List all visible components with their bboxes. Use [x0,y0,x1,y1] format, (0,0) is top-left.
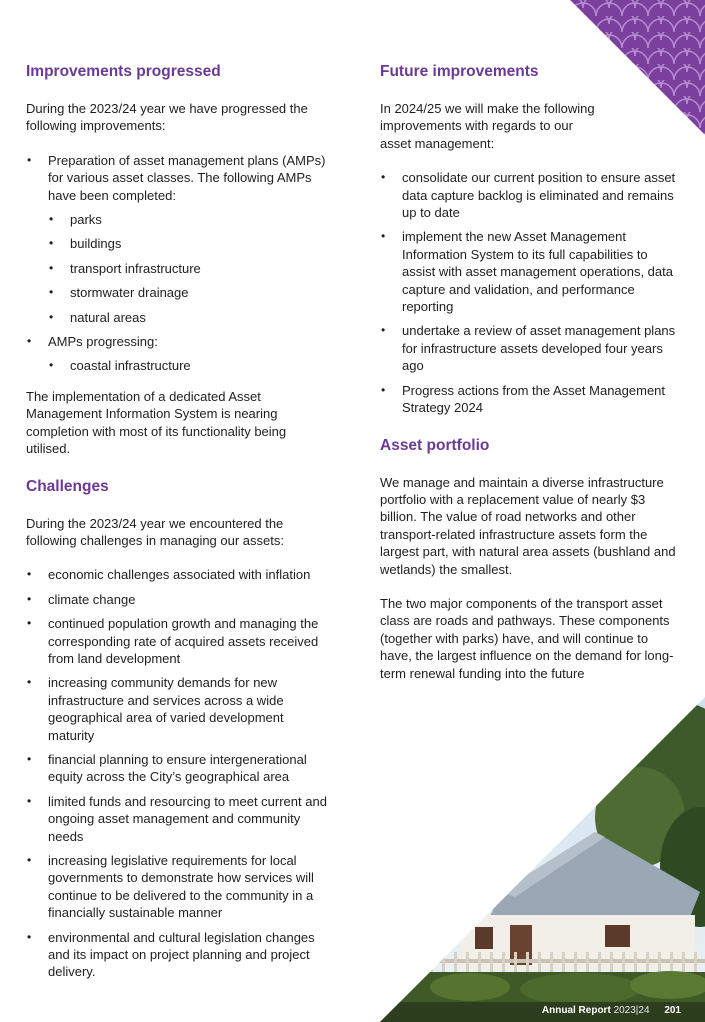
list-item: • coastal infrastructure [48,357,331,374]
list-item: • climate change [26,591,331,608]
improvements-outro: The implementation of a dedicated Asset Management Information System is nearing completion with most of its functionality being utilised. [26,388,287,457]
list-item: • limited funds and resourcing to meet current and ongoing asset management and community needs [26,793,331,845]
challenges-list [26,566,331,981]
page-footer [542,1005,681,1017]
challenges-heading: Challenges [26,477,109,495]
future-list [380,169,680,416]
list-item: • environmental and cultural legislation changes and its impact on project planning and project delivery. [26,929,331,981]
list-item: • consolidate our current position to ensure asset data capture backlog is eliminated and remains up to date [380,169,680,221]
list-item: • Progress actions from the Asset Management Strategy 2024 [380,382,680,417]
right-column [380,62,680,682]
page-number: 201 [664,1005,681,1016]
corner-photo-cottage [380,697,705,1022]
list-item: • transport infrastructure [48,260,331,277]
list-item: • increasing community demands for new infrastructure and services across a wide geographical area of varied development maturity [26,674,331,744]
list-item: • increasing legislative requirements for local governments to demonstrate how services will continue to be delivered to the community in a financially sustainable manner [26,852,331,922]
list-item: • parks [48,211,331,228]
list-item-text: AMPs progressing: [48,334,158,350]
list-item [26,333,331,375]
portfolio-paragraph-2: The two major components of the transport asset class are roads and pathways. These components (together with parks) have, and will continue to have, the largest influence on the demand for long-term renewal funding into the future [380,595,674,681]
list-item-text: Preparation of asset management plans (AMPs) for various asset classes. The following AMPs have been completed: [48,152,326,203]
list-item: • undertake a review of asset management plans for infrastructure assets developed four years ago [380,322,680,374]
improvements-intro: During the 2023/24 year we have progressed the following improvements: [26,101,308,134]
improvements-heading: Improvements progressed [26,63,221,80]
progressing-amps-list [48,357,331,374]
improvements-list [26,152,331,375]
list-item: • natural areas [48,309,331,326]
list-item: • financial planning to ensure intergenerational equity across the City’s geographical area [26,751,331,786]
list-item: • buildings [48,235,331,252]
list-item: • continued population growth and managing the corresponding rate of acquired assets received from land development [26,615,331,667]
footer-report-label: Annual Report [541,1005,611,1016]
list-item: • economic challenges associated with inflation [26,566,331,583]
list-item [26,152,331,326]
challenges-intro: During the 2023/24 year we encountered the following challenges in managing our assets: [26,515,284,548]
list-item: • implement the new Asset Management Information System to its full capabilities to assist with asset management operations, data capture and validation, and performance reporting [380,228,680,315]
portfolio-paragraph-1: We manage and maintain a diverse infrastructure portfolio with a replacement value of nearly $3 billion. The value of road networks and other transport-related infrastructure assets form the largest part, with natural area assets (bushland and wetlands) the smallest. [380,474,676,577]
footer-year: 2023|24 [613,1005,650,1016]
asset-portfolio-heading: Asset portfolio [380,436,490,454]
list-item: • stormwater drainage [48,284,331,301]
future-improvements-heading: Future improvements [380,63,539,80]
completed-amps-list [48,211,331,326]
future-intro: In 2024/25 we will make the following improvements with regards to our asset management: [380,101,595,151]
left-column [26,62,331,988]
